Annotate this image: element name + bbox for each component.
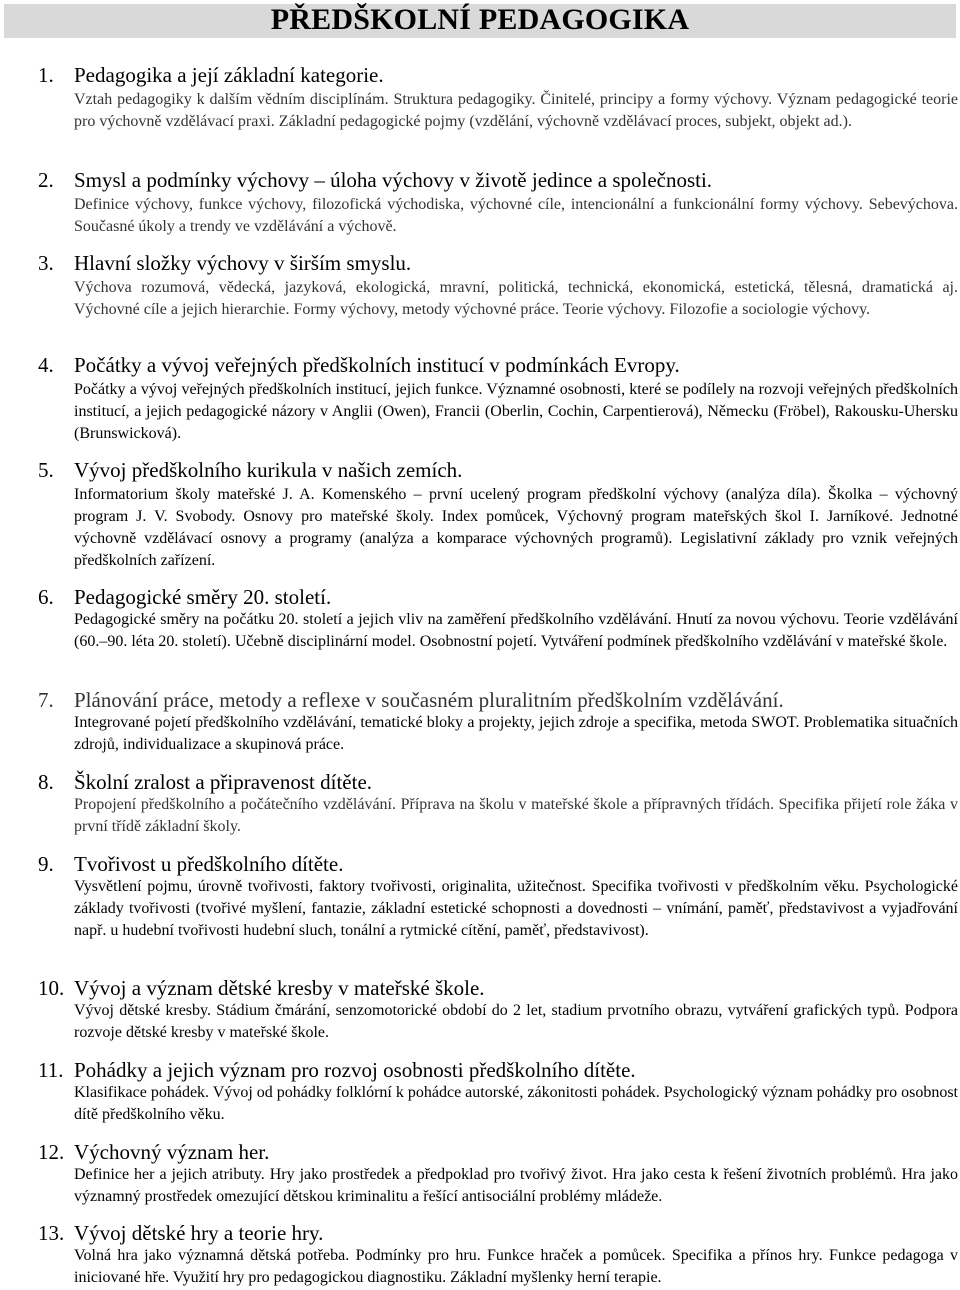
section-body: Klasifikace pohádek. Vývoj od pohádky folklórní k pohádce autorské, zákonitosti pohádek. Psychologický význam pohádky pro osobnost dítě předškolního věku. bbox=[74, 1084, 958, 1123]
section-title: Smysl a podmínky výchovy – úloha výchovy v životě jedince a společnosti. bbox=[74, 168, 713, 192]
section-body: Volná hra jako významná dětská potřeba. Podmínky pro hru. Funkce hraček a pomůcek. Specifika a přínos hry. Funkce pedagoga v iniciované hře. Využití hry pro pedagogickou diagnostiku. Základní myšlenky herní terapie. bbox=[74, 1247, 958, 1286]
section-heading bbox=[38, 352, 680, 378]
section-title: Pedagogika a její základní kategorie. bbox=[74, 63, 384, 87]
section-heading bbox=[38, 851, 344, 877]
section-title: Vývoj dětské hry a teorie hry. bbox=[74, 1221, 324, 1245]
section-number: 9. bbox=[38, 852, 54, 876]
section-number: 10. bbox=[38, 976, 65, 1000]
section-heading bbox=[38, 1220, 324, 1246]
section-number: 2. bbox=[38, 168, 54, 192]
section-number: 8. bbox=[38, 770, 54, 794]
page-title: PŘEDŠKOLNÍ PEDAGOGIKA bbox=[270, 3, 690, 36]
section-body: Výchova rozumová, vědecká, jazyková, ekologická, mravní, politická, technická, ekonomická, estetická, tělesná, dramatická aj. Výchovné cíle a jejich hierarchie. Formy výchovy, metody výchovné práce. Teorie výchovy. Filozofie a sociologie výchovy. bbox=[74, 279, 958, 318]
section-title: Počátky a vývoj veřejných předškolních institucí v podmínkách Evropy. bbox=[74, 353, 680, 377]
section-heading bbox=[38, 250, 412, 276]
section-body: Pedagogické směry na počátku 20. století a jejich vliv na zaměření předškolního vzdělávání. Hnutí za novou výchovu. Teorie vzdělávání (60.–90. léta 20. století). Učebně disciplinární model. Osobnostní pojetí. Vytváření podmínek předškolního vzdělávání v mateřské škole. bbox=[74, 611, 958, 650]
section-number: 5. bbox=[38, 458, 54, 482]
section-body: Informatorium školy mateřské J. A. Komenského – první ucelený program předškolní výchovy (analýza díla). Školka – výchovný program J. V. Svobody. Osnovy pro mateřské školy. Index pomůcek, Výchovný program mateřských škol I. Jarníkové. Jednotné výchovně vzdělávací osnovy a programy (analýza a komparace výchovných programů). Legislativní základy pro vznik veřejných předškolních zařízení. bbox=[74, 486, 958, 569]
section-number: 4. bbox=[38, 353, 54, 377]
section-heading bbox=[38, 769, 373, 795]
section-heading bbox=[38, 1139, 270, 1165]
section-title: Pedagogické směry 20. století. bbox=[74, 585, 332, 609]
section-heading bbox=[38, 687, 784, 713]
section-heading bbox=[38, 975, 485, 1001]
section-body: Definice výchovy, funkce výchovy, filozofická východiska, výchovné cíle, intencionální a funkcionální formy výchovy. Sebevýchova. Současné úkoly a trendy ve vzdělávání a výchově. bbox=[74, 196, 958, 235]
section-title: Plánování práce, metody a reflexe v současném pluralitním předškolním vzdělávání. bbox=[74, 688, 784, 712]
section-number: 13. bbox=[38, 1221, 65, 1245]
section-title: Vývoj a význam dětské kresby v mateřské škole. bbox=[74, 976, 485, 1000]
section-body: Integrované pojetí předškolního vzdělávání, tematické bloky a projekty, jejich zdroje a specifika, metoda SWOT. Problematika situačních zdrojů, individualizace a skupinová práce. bbox=[74, 714, 958, 753]
section-number: 11. bbox=[38, 1058, 64, 1082]
section-number: 3. bbox=[38, 251, 54, 275]
section-body: Počátky a vývoj veřejných předškolních institucí, jejich funkce. Významné osobnosti, které se podílely na rozvoji veřejných předškolních institucí, a jejich pedagogické názory v Anglii (Owen), Francii (Oberlin, Cochin, Carpentierová), Německu (Fröbel), Rakousku-Uhersku (Brunswicková). bbox=[74, 381, 958, 442]
section-number: 1. bbox=[38, 63, 54, 87]
section-heading bbox=[38, 584, 332, 610]
section-body: Vztah pedagogiky k dalším vědním disciplínám. Struktura pedagogiky. Činitelé, principy a formy výchovy. Význam pedagogické teorie pro výchovně vzdělávací praxi. Základní pedagogické pojmy (vzdělání, výchovně vzdělávací proces, subjekt, objekt ad.). bbox=[74, 91, 958, 130]
section-title: Školní zralost a připravenost dítěte. bbox=[74, 770, 373, 794]
section-title: Výchovný význam her. bbox=[74, 1140, 270, 1164]
section-number: 12. bbox=[38, 1140, 65, 1164]
section-heading bbox=[38, 1057, 636, 1083]
section-title: Vývoj předškolního kurikula v našich zemích. bbox=[74, 458, 463, 482]
section-heading bbox=[38, 457, 463, 483]
section-number: 6. bbox=[38, 585, 54, 609]
section-number: 7. bbox=[38, 688, 54, 712]
section-body: Definice her a jejich atributy. Hry jako prostředek a předpoklad pro tvořivý život. Hra jako cesta k řešení životních problémů. Hra jako významný prostředek omezující dětskou kriminalitu a řešící antisociální problémy mládeže. bbox=[74, 1166, 958, 1205]
section-body: Propojení předškolního a počátečního vzdělávání. Příprava na školu v mateřské škole a přípravných třídách. Specifika přijetí role žáka v první třídě základní školy. bbox=[74, 796, 958, 835]
section-heading bbox=[38, 62, 384, 88]
section-heading bbox=[38, 167, 713, 193]
section-title: Hlavní složky výchovy v širším smyslu. bbox=[74, 251, 412, 275]
section-body: Vysvětlení pojmu, úrovně tvořivosti, faktory tvořivosti, originalita, užitečnost. Specifika tvořivosti v předškolním věku. Psychologické základy tvořivosti (tvořivé myšlení, fantazie, základní estetické schopnosti a dovednosti – vnímání, paměť, představivost a vyjadřování např. u hudební tvořivosti hudební sluch, tonální a rytmické cítění, paměť, představivost). bbox=[74, 878, 958, 939]
section-title: Tvořivost u předškolního dítěte. bbox=[74, 852, 344, 876]
section-body: Vývoj dětské kresby. Stádium čmárání, senzomotorické období do 2 let, stadium prvotního obrazu, vytváření grafických typů. Podpora rozvoje dětské kresby v mateřské škole. bbox=[74, 1002, 958, 1041]
section-title: Pohádky a jejich význam pro rozvoj osobnosti předškolního dítěte. bbox=[74, 1058, 636, 1082]
